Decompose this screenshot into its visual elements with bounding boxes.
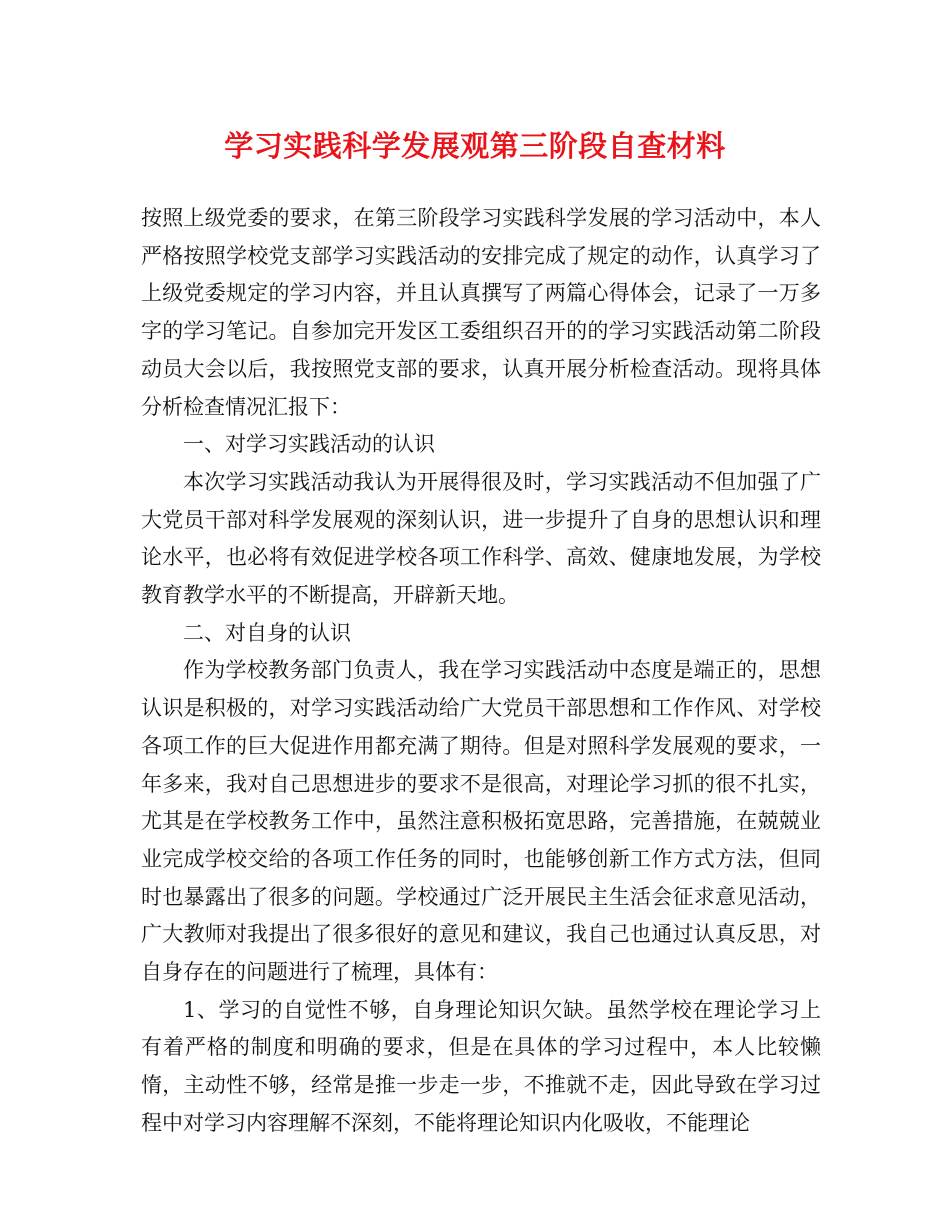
paragraph-item-1: 1、学习的自觉性不够，自身理论知识欠缺。虽然学校在理论学习上有着严格的制度和明确的要求，但是在具体的学习过程中，本人比较懒惰，主动性不够，经常是推一步走一步，不推就不走，因此导致在学习过程中对学习内容理解不深刻，不能将理论知识内化吸收，不能理论 [141, 997, 821, 1135]
paragraph-section-2: 作为学校教务部门负责人，我在学习实践活动中态度是端正的，思想认识是积极的，对学习实践活动给广大党员干部思想和工作作风、对学校各项工作的巨大促进作用都充满了期待。但是对照科学发展观的要求，一年多来，我对自己思想进步的要求不是很高，对理论学习抓的很不扎实，尤其是在学校教务工作中，虽然注意积极拓宽思路，完善措施，在兢兢业业完成学校交给的各项工作任务的同时，也能够创新工作方式方法，但同时也暴露出了很多的问题。学校通过广泛开展民主生活会征求意见活动，广大教师对我提出了很多很好的意见和建议，我自己也通过认真反思，对自身存在的问题进行了梳理，具体有： [141, 658, 821, 985]
paragraph-intro: 按照上级党委的要求，在第三阶段学习实践科学发展的学习活动中，本人严格按照学校党支部学习实践活动的安排完成了规定的动作，认真学习了上级党委规定的学习内容，并且认真撰写了两篇心得体会，记录了一万多字的学习笔记。自参加完开发区工委组织召开的的学习实践活动第二阶段动员大会以后，我按照党支部的要求，认真开展分析检查活动。现将具体分析检查情况汇报下： [141, 206, 821, 419]
section-heading-1: 一、对学习实践活动的认识 [183, 432, 435, 457]
document-body [141, 200, 821, 1143]
document-title: 学习实践科学发展观第三阶段自查材料 [224, 129, 726, 163]
paragraph-section-1: 本次学习实践活动我认为开展得很及时，学习实践活动不但加强了广大党员干部对科学发展观的深刻认识，进一步提升了自身的思想认识和理论水平，也必将有效促进学校各项工作科学、高效、健康地发展，为学校教育教学水平的不断提高，开辟新天地。 [141, 469, 821, 608]
section-heading-2: 二、对自身的认识 [183, 620, 351, 645]
